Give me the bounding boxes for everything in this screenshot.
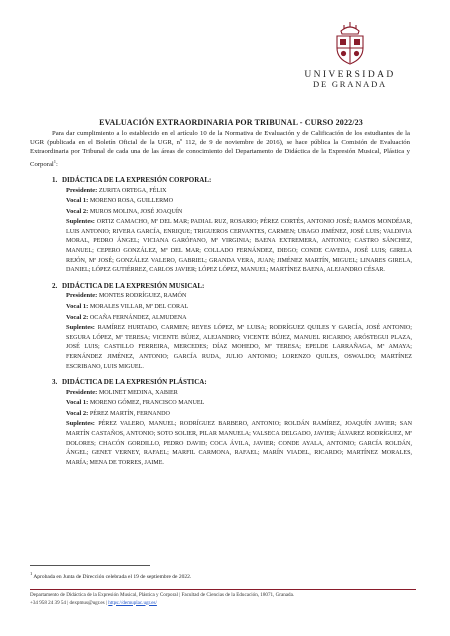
footer-contact <box>30 600 416 608</box>
role-label: Vocal 1: <box>66 197 89 205</box>
intro-text: Para dar cumplimiento a lo establecido en el artículo 10 de la Normativa de Evaluación y de Calificación de los estudiantes de la UGR (publicada en el Boletín Oficial de la UGR, nº 112, de 9 de noviembre de 2016), se hace pública la Comisión de Evaluación Extraordinaria por Tribunal de cada una de las áreas de conocimiento del Departamento de Didáctica de la Expresión Musical, Plástica y Corporal <box>30 130 410 168</box>
intro-paragraph <box>30 129 410 169</box>
substitutes-row <box>66 217 412 276</box>
role-label: Vocal 1: <box>66 302 89 310</box>
page-footer <box>30 592 416 607</box>
section-members <box>30 186 412 276</box>
member-name: PÉREZ MARTÍN, FERNANDO <box>89 410 170 417</box>
role-label: Suplentes: <box>66 324 95 332</box>
role-label: Presidente: <box>66 388 98 396</box>
substitutes-row <box>66 419 412 468</box>
sections-list <box>30 176 412 474</box>
section-title: DIDÁCTICA DE LA EXPRESIÓN MUSICAL: <box>62 281 205 290</box>
role-label: Presidente: <box>66 186 98 194</box>
member-name: MONTES RODRÍGUEZ, RAMÓN <box>98 293 187 300</box>
intro-end: : <box>56 160 58 168</box>
member-name: OCAÑA FERNÁNDEZ, ALMUDENA <box>89 314 187 321</box>
section-number: 1. <box>52 176 58 184</box>
footnote <box>30 570 410 581</box>
member-row <box>66 291 412 302</box>
footnote-number: 1 <box>30 571 33 576</box>
section-expresion-corporal <box>30 176 412 276</box>
section-members <box>30 388 412 469</box>
section-title: DIDÁCTICA DE LA EXPRESIÓN PLÁSTICA: <box>62 378 207 387</box>
member-name: MORALES VILLAR, Mª DEL CORAL <box>89 303 189 310</box>
member-name: MORENO GÓMEZ, FRANCISCO MANUEL <box>89 400 205 407</box>
member-name: ZURITA ORTEGA, FÉLIX <box>98 187 167 194</box>
section-heading <box>30 378 412 388</box>
role-label: Vocal 1: <box>66 399 89 407</box>
role-label: Suplentes: <box>66 218 95 226</box>
member-row <box>66 302 412 313</box>
section-number: 2. <box>52 281 58 290</box>
member-row <box>66 186 412 197</box>
substitutes-row <box>66 323 412 372</box>
footnote-text: Aprobada en Junta de Dirección celebrada el 19 de septiembre de 2022. <box>33 573 192 580</box>
member-row <box>66 409 412 420</box>
member-row <box>66 388 412 399</box>
document-title: EVALUACIÓN EXTRAORDINARIA POR TRIBUNAL - CURSO 2022/23 <box>99 118 363 127</box>
section-members <box>30 291 412 372</box>
role-label: Vocal 2: <box>66 409 89 417</box>
logo-text-line1: UNIVERSIDAD <box>304 70 396 80</box>
substitutes-list: RAMÍREZ HURTADO, CARMEN; REYES LÓPEZ, Mª LUISA; RODRÍGUEZ QUILES Y GARCÍA, JOSÉ ANTONIO; SEGURA LÓPEZ, Mª TERESA; VICENTE BÚJEZ, ALEJANDRO; VICENTE BÚJEZ, MANUEL RICARDO; ARÓSTEGUI PLAZA, JOSÉ LUIS; CASTILLO FERREIRA, MERCEDES; DÍAZ MOHEDO, Mª TERESA; EPELDE LARRAÑAGA, Mª AMAYA; FERNÁNDEZ JIMÉNEZ, ANTONIO; GARCÍA RUDA, JULIO ANTONIO; LORENZO QUILES, OSWALDO; MARTÍNEZ ESCRIBANO, LUIS MIGUEL. <box>66 325 412 370</box>
logo-text-line2: DE GRANADA <box>313 79 387 89</box>
department-website-link[interactable]: https://demuplac.ugr.es/ <box>108 599 157 606</box>
section-title: DIDÁCTICA DE LA EXPRESIÓN CORPORAL: <box>62 176 212 184</box>
footnote-divider <box>30 565 150 566</box>
member-name: MUROS MOLINA, JOSÉ JOAQUÍN <box>89 208 183 215</box>
crest-icon <box>327 20 373 66</box>
role-label: Vocal 2: <box>66 313 89 321</box>
section-heading <box>30 176 412 186</box>
member-row <box>66 207 412 218</box>
member-name: MORENO ROSA, GUILLERMO <box>89 198 173 205</box>
footnote-reference[interactable]: 1 <box>53 158 57 164</box>
substitutes-list: ORTIZ CAMACHO, Mª DEL MAR; PADIAL RUZ, ROSARIO; PÉREZ CORTÉS, ANTONIO JOSÉ; RAMOS MONDÉJAR, LUIS ANTONIO; RIVERA GARCÍA, ENRIQUE; TRIGUEROS CERVANTES, CARMEN; UBAGO JIMÉNEZ, JOSÉ LUIS; VALDIVIA MORAL, PEDRO ÁNGEL; VICIANA GARÓFANO, Mª VIRGINIA; BAENA EXTREMERA, ANTONIO; CASTRO SÁNCHEZ, MANUEL; CEPERO GONZÁLEZ, Mª DEL MAR; COLLADO FERNÁNDEZ, DIEGO; CONDE CAVEDA, JOSÉ LUIS; GIRELA REJÓN, Mª JOSÉ; GONZÁLEZ VALERO, GABRIEL; GRANDA VERA, JUAN; JIMÉNEZ MARTÍN, MIGUEL; LINARES GIRELA, DANIEL; LÓPEZ GUTIÉRREZ, CARLOS JAVIER; LÓPEZ LÓPEZ, MANUEL; MARTÍNEZ BAENA, ALEJANDRO CÉSAR. <box>66 219 412 274</box>
member-row <box>66 398 412 409</box>
section-number: 3. <box>52 378 58 387</box>
role-label: Presidente: <box>66 292 98 300</box>
member-name: MOLINET MEDINA, XABIER <box>98 389 178 396</box>
footer-phone-email: +34 958 24 39 54 | dexpmus@ugr.es | <box>30 599 107 606</box>
role-label: Vocal 2: <box>66 207 89 215</box>
section-expresion-plastica <box>30 378 412 468</box>
member-row <box>66 313 412 324</box>
member-row <box>66 196 412 207</box>
footer-address: Departamento de Didáctica de la Expresión Musical, Plástica y Corporal | Facultad de Ciencias de la Educación, 18071, Granada. <box>30 592 295 598</box>
section-expresion-musical <box>30 282 412 372</box>
section-heading <box>30 282 412 292</box>
role-label: Suplentes: <box>66 420 95 428</box>
substitutes-list: PÉREZ VALERO, MANUEL; RODRÍGUEZ BARBERO, ANTONIO; ROLDÁN RAMÍREZ, JOAQUÍN JAVIER; SAN MARTÍN CASTAÑOS, ANTONIO; SOTO SOLIER, PILAR MANUELA; VALSECA DELGADO, JAVIER; ÁLVAREZ RODRÍGUEZ, Mª DOLORES; CHACÓN GORDILLO, PEDRO DAVID; COCA ÁVILA, JAVIER; CONDE AYALA, ANTONIO; GARCÍA ROLDÁN, ÁNGEL; GENET VERNEY, RAFAEL; MARFIL CARMONA, RAFAEL; MARÍN VIADEL, RICARDO; MARTÍNEZ MORALES, MARÍA; MENA DE TORRES, JAIME. <box>66 421 412 466</box>
university-logo <box>300 20 400 89</box>
footer-divider <box>30 589 416 590</box>
